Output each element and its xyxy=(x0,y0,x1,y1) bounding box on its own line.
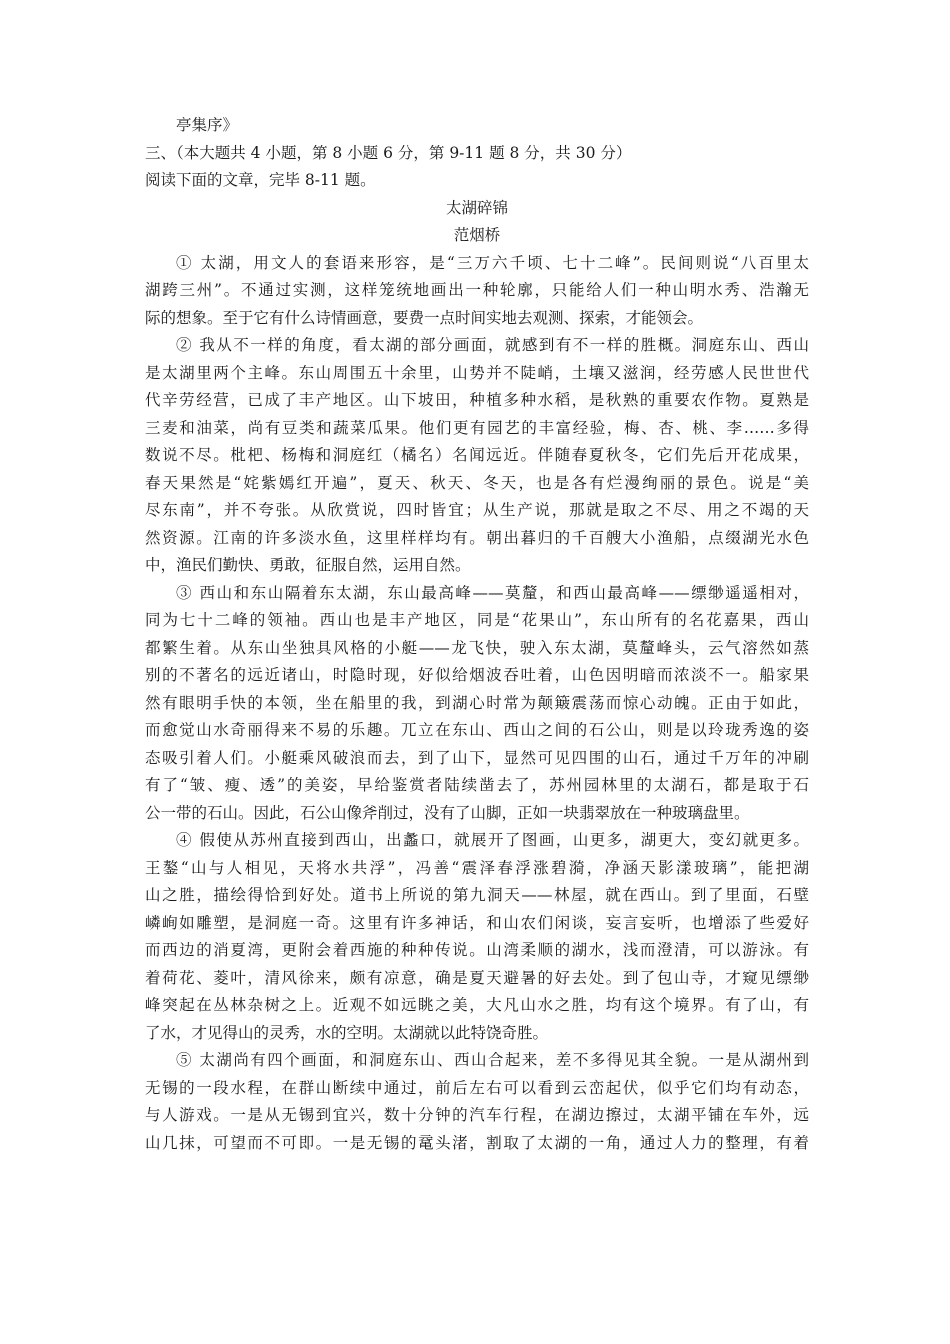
paragraph-line: ⑤ 太湖尚有四个画面，和洞庭东山、西山合起来，差不多得见其全貌。一是从湖州到 xyxy=(176,1051,809,1069)
paragraph-line: 数说不尽。枇杷、杨梅和洞庭红（橘名）名闻远近。伴随春夏秋冬，它们先后开花成果， xyxy=(145,446,809,464)
article-paragraph xyxy=(145,1047,809,1157)
paragraph-line: 有了“皱、瘦、透”的美姿，早给鉴赏者陆续凿去了，苏州园林里的太湖石，都是取于石 xyxy=(145,776,809,794)
reading-instruction: 阅读下面的文章，完毕 8-11 题。 xyxy=(145,171,376,189)
paragraph-line: 别的不著名的远近诸山，时隐时现，好似给烟波吞吐着，山色因明暗而浓淡不一。船家果 xyxy=(145,666,809,684)
paragraph-line: 王鏊“山与人相见，天将水共浮”，冯善“震泽春浮涨碧漪，净涵天影漾玻璃”，能把湖 xyxy=(145,858,809,877)
paragraph-line: 都繁生着。从东山坐独具风格的小艇——龙飞快，驶入东太湖，莫釐峰头，云气溶然如蒸 xyxy=(145,638,809,657)
paragraph-line: 代辛劳经营，已成了丰产地区。山下坡田，种植多种水稻，是秋熟的重要农作物。夏熟是 xyxy=(145,391,809,409)
paragraph-line: 山之胜，描绘得恰到好处。道书上所说的第九洞天——林屋，就在西山。到了里面，石壁 xyxy=(145,886,809,904)
paragraph-line: ② 我从不一样的角度，看太湖的部分画面，就感到有不一样的胜概。洞庭东山、西山 xyxy=(176,336,809,354)
paragraph-line: 无锡的一段水程，在群山断续中通过，前后左右可以看到云峦起伏，似乎它们均有动态， xyxy=(145,1078,809,1097)
document-page xyxy=(145,112,809,1157)
article-paragraph xyxy=(145,827,809,1047)
article-paragraph xyxy=(145,332,809,580)
section-heading: 三、（本大题共 4 小题，第 8 小题 6 分，第 9-11 题 8 分，共 30 分） xyxy=(145,143,632,162)
paragraph-line: 与人游戏。一是从无锡到宜兴，数十分钟的汽车行程，在湖边擦过，太湖平铺在车外，远 xyxy=(145,1106,809,1124)
paragraph-line: 尽东南”，并不夸张。从欣赏说，四时皆宜；从生产说，那就是取之不尽、用之不竭的天 xyxy=(145,501,809,519)
paragraph-line: 然有眼明手快的本领，坐在船里的我，到湖心时常为颠簸震荡而惊心动魄。正由于如此， xyxy=(145,693,809,712)
article-paragraph xyxy=(145,580,809,828)
paragraph-line: 然资源。江南的许多淡水鱼，这里样样均有。朝出暮归的千百艘大小渔船，点缀湖光水色 xyxy=(145,528,809,547)
paragraph-line: 着荷花、菱叶，清风徐来，颇有凉意，确是夏天避暑的好去处。到了包山寺，才窥见缥缈 xyxy=(145,968,809,987)
paragraph-line: 了水，才见得山的灵秀，水的空明。太湖就以此特饶奇胜。 xyxy=(145,1023,549,1042)
paragraph-line: 际的想象。至于它有什么诗情画意，要费一点时间实地去观测、探索，才能领会。 xyxy=(145,308,704,327)
paragraph-line: 山几抹，可望而不可即。一是无锡的鼋头渚，割取了太湖的一角，通过人力的整理，有着 xyxy=(145,1133,809,1152)
paragraph-line: 态吸引着人们。小艇乘风破浪而去，到了山下，显然可见四围的山石，通过千万年的冲刷 xyxy=(145,748,809,767)
paragraph-line: 湖跨三州”。不通过实测，这样笼统地画出一种轮廓，只能给人们一种山明水秀、浩瀚无 xyxy=(145,281,809,299)
paragraph-line: 公一带的石山。因此，石公山像斧削过，没有了山脚，正如一块翡翠放在一种玻璃盘里。 xyxy=(145,803,750,822)
article-paragraph xyxy=(145,250,809,333)
paragraph-line: 三麦和油菜，尚有豆类和蔬菜瓜果。他们更有园艺的丰富经验，梅、杏、桃、李……多得 xyxy=(145,418,809,437)
article-title: 太湖碎锦 xyxy=(445,198,508,217)
paragraph-line: ① 太湖，用文人的套语来形容，是“三万六千顷、七十二峰”。民间则说“八百里太 xyxy=(176,253,809,272)
previous-question-tail: 亭集序》 xyxy=(176,116,239,134)
paragraph-line: 而愈觉山水奇丽得来不易的乐趣。兀立在东山、西山之间的石公山，则是以玲珑秀逸的姿 xyxy=(145,721,809,739)
paragraph-line: ③ 西山和东山隔着东太湖，东山最高峰——莫釐，和西山最高峰——缥缈遥遥相对， xyxy=(176,583,809,602)
paragraph-line: 峰突起在丛林杂树之上。近观不如远眺之美，大凡山水之胜，均有这个境界。有了山，有 xyxy=(145,996,809,1014)
paragraph-line: 而西边的消夏湾，更附会着西施的种种传说。山湾柔顺的湖水，浅而澄清，可以游泳。有 xyxy=(145,941,809,959)
paragraph-line: 是太湖里两个主峰。东山周围五十余里，山势并不陡峭，土壤又滋润，经劳感人民世世代 xyxy=(145,363,809,382)
paragraph-line: 中，渔民们勤快、勇敢，征服自然，运用自然。 xyxy=(145,556,471,574)
paragraph-line: 嶙峋如雕塑，是洞庭一奇。这里有许多神话，和山农们闲谈，妄言妄听，也增添了些爱好 xyxy=(145,913,809,932)
paragraph-line: 同为七十二峰的领袖。西山也是丰产地区，同是“花果山”，东山所有的名花嘉果，西山 xyxy=(145,611,809,629)
article-author: 范烟桥 xyxy=(453,226,501,244)
article-body xyxy=(145,250,809,1158)
paragraph-line: ④ 假使从苏州直接到西山，出蠡口，就展开了图画，山更多，湖更大，变幻就更多。 xyxy=(176,831,809,849)
paragraph-line: 春天果然是“姹紫嫣红开遍”，夏天、秋天、冬天，也是各有烂漫绚丽的景色。说是“美 xyxy=(145,473,809,492)
